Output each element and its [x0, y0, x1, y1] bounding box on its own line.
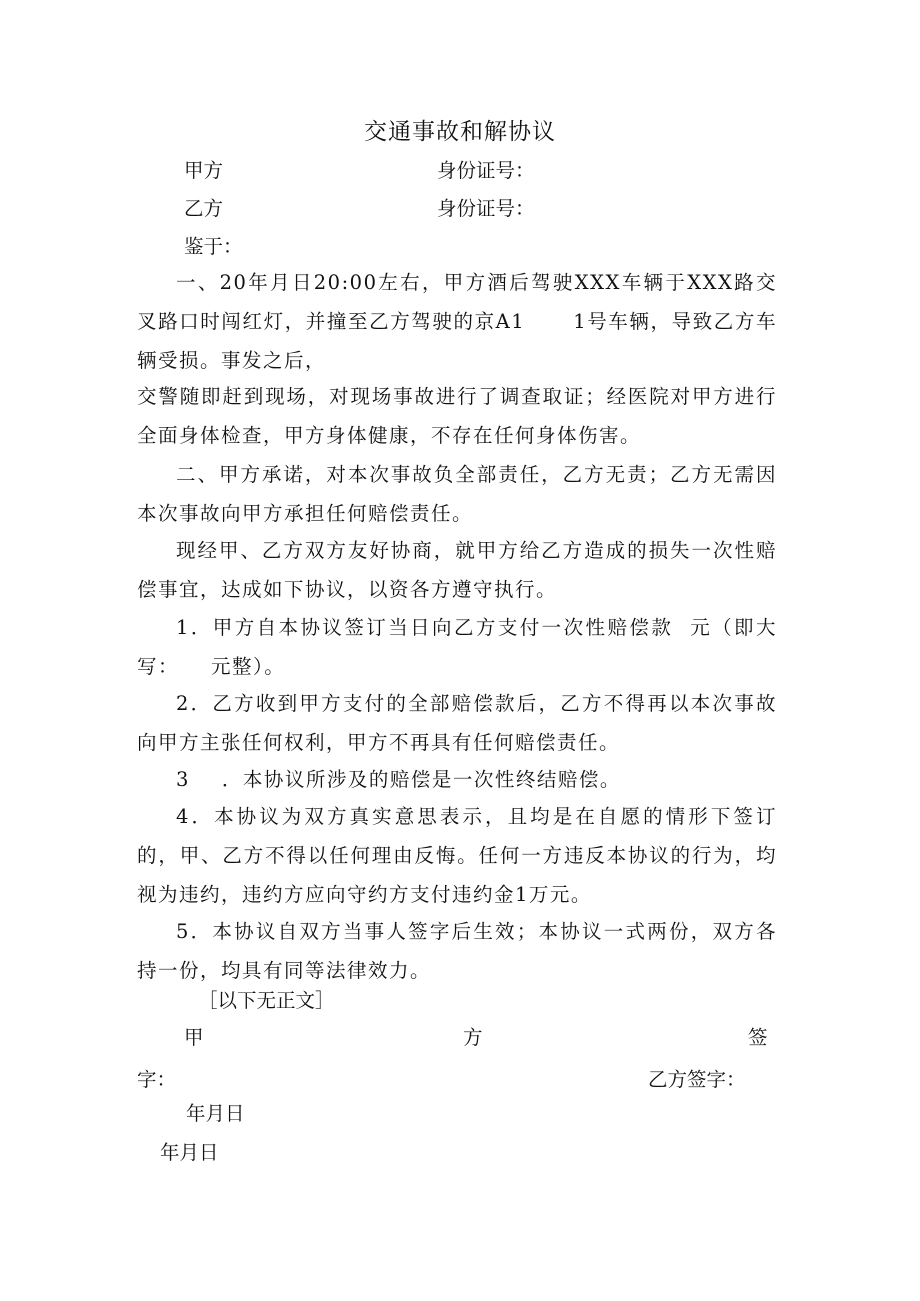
clause-2-paragraph: 二、甲方承诺，对本次事故负全部责任，乙方无责；乙方无需因本次事故向甲方承担任何赔偿责任。: [137, 463, 777, 525]
end-note: ［以下无正文］: [198, 989, 335, 1012]
item-1-text-c: 元整）。: [211, 655, 286, 678]
signature-a-char-2: 方: [463, 1026, 483, 1049]
clause-1-text-tail: 1号车辆，导致乙方车辆受损。事发之后，: [137, 310, 777, 372]
item-3-number: 3: [176, 768, 190, 791]
page-title: 交通事故和解协议: [364, 119, 556, 145]
signature-a-char-4: 字：: [137, 1068, 177, 1091]
whereas-label: 鉴于：: [184, 235, 243, 258]
signature-a-char-1: 甲: [184, 1026, 204, 1049]
party-a-label: 甲方: [184, 159, 224, 182]
item-1-text-a: 1．甲方自本协议签订当日向乙方支付一次性赔偿款: [176, 616, 674, 639]
party-a-id-label: 身份证号：: [437, 159, 535, 182]
item-1-paragraph: [137, 608, 777, 686]
item-3-text: ．本协议所涉及的赔偿是一次性终结赔偿。: [221, 768, 621, 791]
date-a: 年月日: [186, 1102, 245, 1125]
item-5-paragraph: 5．本协议自双方当事人签字后生效；本协议一式两份，双方各持一份，均具有同等法律效力。: [137, 920, 777, 982]
item-3-paragraph: [137, 760, 777, 799]
signature-b-label: 乙方签字：: [648, 1068, 746, 1091]
date-b: 年月日: [160, 1141, 219, 1164]
negotiation-paragraph: 现经甲、乙方双方友好协商，就甲方给乙方造成的损失一次性赔偿事宜，达成如下协议，以资各方遵守执行。: [137, 539, 777, 601]
signature-a-char-3: 签: [748, 1026, 768, 1049]
clause-1-paragraph-2: 交警随即赶到现场，对现场事故进行了调查取证；经医院对甲方进行全面身体检查，甲方身体健康，不存在任何身体伤害。: [137, 385, 777, 447]
party-b-label: 乙方: [184, 197, 224, 220]
clause-1-paragraph: [137, 263, 777, 380]
party-b-id-label: 身份证号：: [437, 197, 535, 220]
item-4-paragraph: 4．本协议为双方真实意思表示，且均是在自愿的情形下签订的，甲、乙方不得以任何理由反悔。任何一方违反本协议的行为，均视为违约，违约方应向守约方支付违约金1万元。: [137, 805, 777, 906]
item-1-text-b: 元（即大写：: [137, 616, 777, 678]
clause-1-text: 一、20年月日20:00左右，甲方酒后驾驶XXX车辆于XXX路交叉路口时闯红灯，并撞至乙方驾驶的京A1: [137, 271, 777, 333]
item-2-paragraph: 2．乙方收到甲方支付的全部赔偿款后，乙方不得再以本次事故向甲方主张任何权利，甲方不再具有任何赔偿责任。: [137, 692, 777, 754]
